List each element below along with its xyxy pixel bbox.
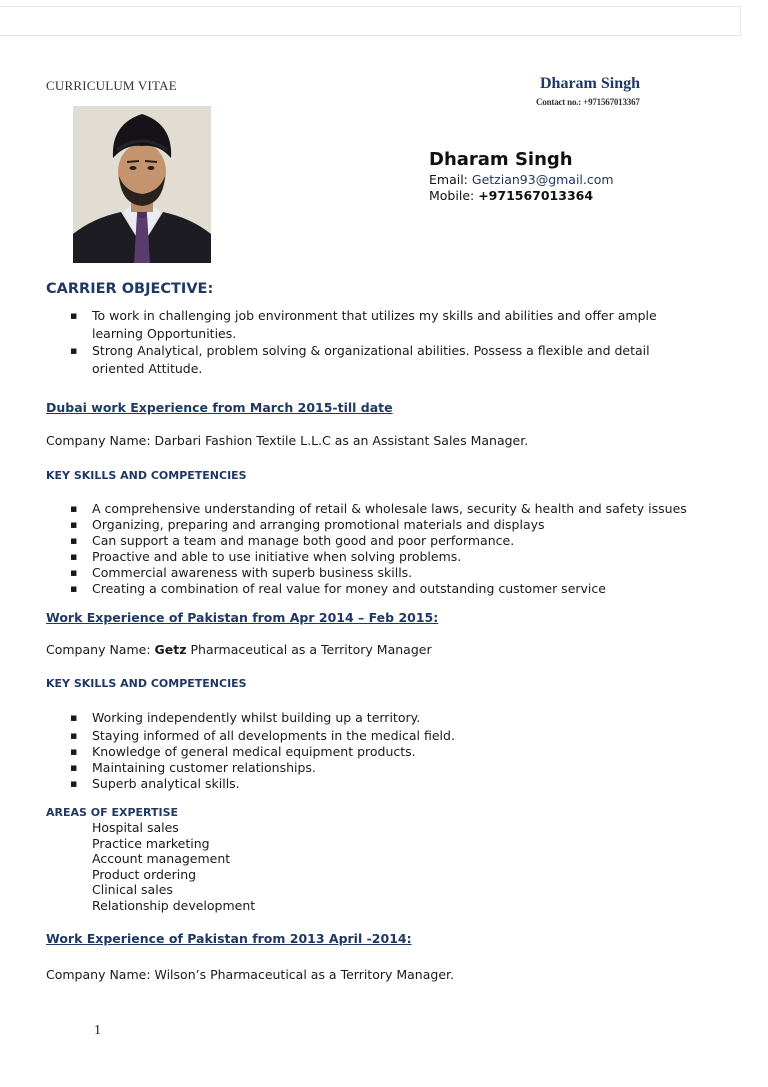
card-name: Dharam Singh bbox=[429, 149, 573, 170]
list-item: ▪ Organizing, preparing and arranging promotional materials and displays bbox=[46, 517, 756, 533]
list-item: Hospital sales bbox=[92, 820, 179, 835]
list-item: Product ordering bbox=[92, 866, 197, 882]
dubai-skills-heading: KEY SKILLS AND COMPETENCIES bbox=[46, 469, 247, 482]
company-name-bold: Getz bbox=[154, 642, 187, 657]
mobile-row bbox=[429, 188, 593, 203]
objective-list bbox=[46, 307, 746, 377]
expertise-heading: AREAS OF EXPERTISE bbox=[46, 806, 179, 819]
list-item: Practice marketing bbox=[92, 835, 210, 851]
list-item: ▪ Can support a team and manage both good and poor performance. bbox=[46, 533, 756, 549]
pakistan1-experience-heading: Work Experience of Pakistan from Apr 2014 – Feb 2015: bbox=[46, 610, 439, 625]
list-item: ▪ Commercial awareness with superb business skills. bbox=[46, 565, 756, 581]
list-item: Account management bbox=[92, 851, 231, 867]
dubai-experience-heading: Dubai work Experience from March 2015-till date bbox=[46, 400, 393, 415]
list-item: ▪ A comprehensive understanding of retail & wholesale laws, security & health and safety issues bbox=[46, 501, 756, 517]
list-item: ▪ Maintaining customer relationships. bbox=[46, 760, 746, 776]
list-item: Clinical sales bbox=[92, 882, 173, 898]
objective-item: ▪ Strong Analytical, problem solving & organizational abilities. Possess a flexible and detail oriented Attitude. bbox=[46, 342, 746, 377]
header-name: Dharam Singh bbox=[540, 75, 641, 92]
pakistan1-skills-list bbox=[46, 710, 746, 792]
profile-photo bbox=[73, 106, 211, 263]
expertise-list bbox=[92, 820, 255, 914]
list-item: ▪ Creating a combination of real value for money and outstanding customer service bbox=[46, 581, 756, 597]
page-number: 1 bbox=[94, 1023, 101, 1038]
list-item: ▪ Staying informed of all developments in the medical field. bbox=[46, 728, 746, 744]
email-value[interactable]: Getzian93@gmail.com bbox=[471, 172, 614, 187]
email-row bbox=[429, 172, 614, 187]
objective-heading: CARRIER OBJECTIVE: bbox=[46, 281, 214, 297]
list-item: ▪ Working independently whilst building up a territory. bbox=[46, 710, 746, 726]
list-item: ▪ Proactive and able to use initiative when solving problems. bbox=[46, 549, 756, 565]
pakistan1-skills-heading: KEY SKILLS AND COMPETENCIES bbox=[46, 677, 247, 690]
list-item: ▪ Knowledge of general medical equipment products. bbox=[46, 744, 746, 760]
list-item: Relationship development bbox=[92, 897, 256, 913]
mobile-value: +971567013364 bbox=[478, 188, 594, 203]
dubai-company: Company Name: Darbari Fashion Textile L.L.C as an Assistant Sales Manager. bbox=[46, 433, 529, 448]
email-label: Email: bbox=[429, 172, 468, 187]
dubai-skills-list bbox=[46, 501, 756, 597]
mobile-label: Mobile: bbox=[429, 188, 475, 203]
list-item: ▪ Superb analytical skills. bbox=[46, 776, 746, 792]
objective-item: ▪ To work in challenging job environment that utilizes my skills and abilities and offer ample learning Opportunities. bbox=[46, 307, 746, 342]
pakistan1-company: Company Name: Getz Pharmaceutical as a Territory Manager bbox=[46, 642, 432, 657]
pakistan2-experience-heading: Work Experience of Pakistan from 2013 April -2014: bbox=[46, 931, 412, 946]
cv-label: CURRICULUM VITAE bbox=[46, 78, 177, 93]
pakistan2-company: Company Name: Wilson’s Pharmaceutical as a Territory Manager. bbox=[46, 967, 454, 982]
header-contact: Contact no.: +971567013367 bbox=[536, 97, 640, 107]
top-bar bbox=[0, 6, 741, 36]
profile-photo-illustration bbox=[73, 106, 211, 263]
